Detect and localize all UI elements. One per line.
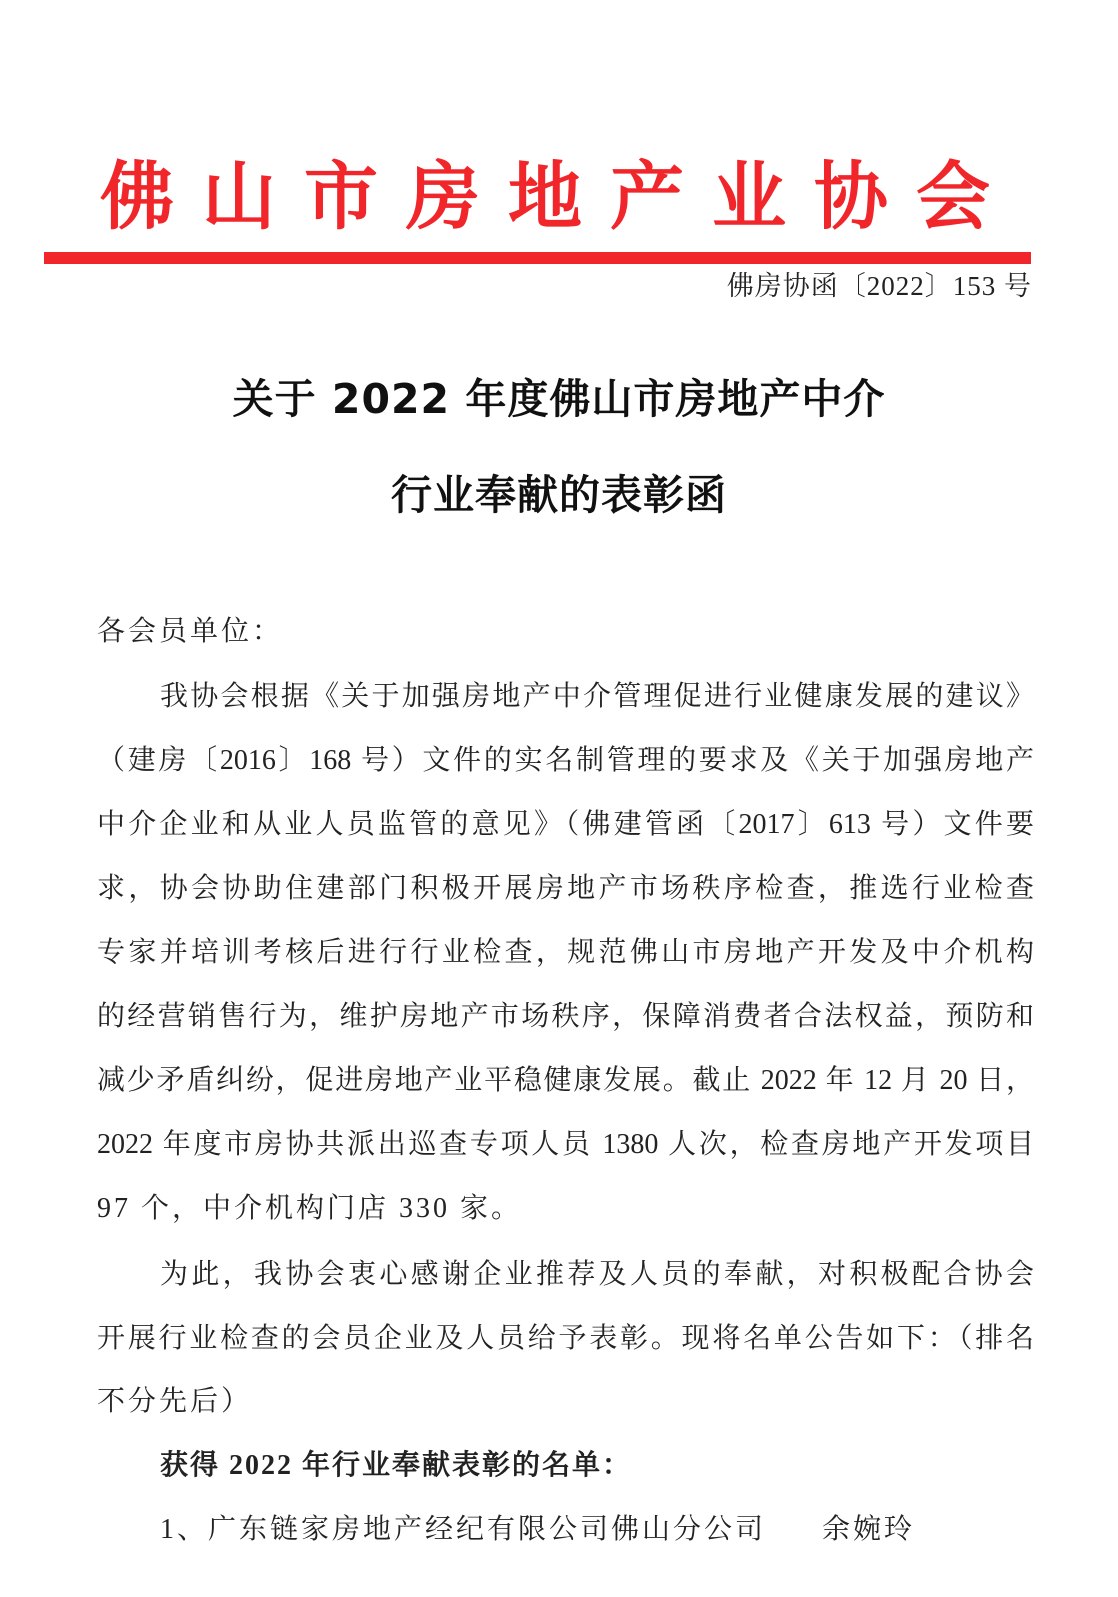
masthead-char: 地	[508, 154, 582, 240]
salutation: 各会员单位：	[97, 616, 284, 647]
document-title-line-2: 行业奉献的表彰函	[391, 471, 727, 519]
paragraph-1-line: （建房〔2016〕168 号）文件的实名制管理的要求及《关于加强房地产	[97, 745, 1034, 776]
paragraph-1-line: 专家并培训考核后进行行业检查，规范佛山市房地产开发及中介机构	[97, 937, 1034, 968]
paragraph-2-line: 不分先后）	[97, 1386, 253, 1417]
award-index: 1、	[160, 1514, 209, 1545]
document-number: 佛房协函〔2022〕153 号	[726, 271, 1032, 301]
paragraph-1-line: 减少矛盾纠纷，促进房地产业平稳健康发展。截止 2022 年 12 月 20 日，	[97, 1065, 1034, 1096]
award-list-item	[160, 1510, 766, 1550]
award-list-heading: 获得 2022 年行业奉献表彰的名单：	[160, 1450, 633, 1481]
organization-masthead	[100, 150, 990, 245]
paragraph-2-line: 为此，我协会衷心感谢企业推荐及人员的奉献，对积极配合协会	[160, 1259, 1034, 1290]
award-person: 余婉玲	[822, 1514, 916, 1545]
masthead-char: 山	[202, 154, 276, 240]
paragraph-1-line: 2022 年度市房协共派出巡查专项人员 1380 人次，检查房地产开发项目	[97, 1129, 1034, 1160]
award-company: 广东链家房地产经纪有限公司佛山分公司	[208, 1514, 767, 1545]
masthead-char: 佛	[100, 154, 174, 240]
paragraph-1-line: 求，协会协助住建部门积极开展房地产市场秩序检查，推选行业检查	[97, 873, 1034, 904]
masthead-char: 产	[610, 154, 684, 240]
masthead-char: 协	[814, 154, 888, 240]
masthead-char: 房	[406, 154, 480, 240]
masthead-char: 市	[304, 154, 378, 240]
red-divider-rule	[44, 252, 1031, 264]
paragraph-2-line: 开展行业检查的会员企业及人员给予表彰。现将名单公告如下：（排名	[97, 1323, 1034, 1354]
masthead-char: 业	[712, 154, 786, 240]
masthead-char: 会	[916, 154, 990, 240]
paragraph-1-line: 97 个，中介机构门店 330 家。	[97, 1193, 523, 1224]
paragraph-1-line: 中介企业和从业人员监管的意见》（佛建管函〔2017〕613 号）文件要	[97, 809, 1034, 840]
paragraph-1-line: 的经营销售行为，维护房地产市场秩序，保障消费者合法权益，预防和	[97, 1001, 1034, 1032]
document-title-line-1: 关于 2022 年度佛山市房地产中介	[232, 375, 886, 423]
paragraph-1-line: 我协会根据《关于加强房地产中介管理促进行业健康发展的建议》	[160, 681, 1034, 712]
